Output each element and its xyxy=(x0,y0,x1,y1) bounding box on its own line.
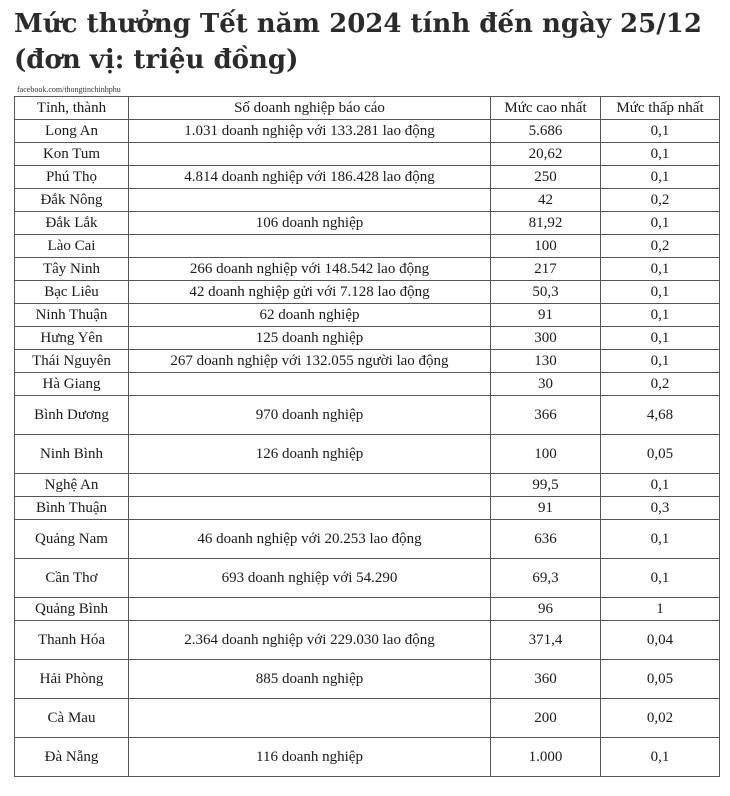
table-row xyxy=(15,497,720,520)
cell-min: 0,1 xyxy=(601,166,720,189)
cell-max: 100 xyxy=(491,435,601,474)
table-row xyxy=(15,598,720,621)
cell-enterprises: 2.364 doanh nghiệp với 229.030 lao động xyxy=(129,621,491,660)
cell-min: 0,1 xyxy=(601,212,720,235)
table-row xyxy=(15,474,720,497)
table-row xyxy=(15,660,720,699)
cell-enterprises xyxy=(129,189,491,212)
cell-min: 0,3 xyxy=(601,497,720,520)
cell-max: 81,92 xyxy=(491,212,601,235)
table-row xyxy=(15,235,720,258)
cell-min: 0,2 xyxy=(601,373,720,396)
cell-max: 300 xyxy=(491,327,601,350)
cell-province: Bình Thuận xyxy=(15,497,129,520)
table-row xyxy=(15,520,720,559)
table-row xyxy=(15,189,720,212)
cell-province: Tây Ninh xyxy=(15,258,129,281)
cell-enterprises xyxy=(129,235,491,258)
cell-max: 200 xyxy=(491,699,601,738)
cell-province: Nghệ An xyxy=(15,474,129,497)
header-min: Mức thấp nhất xyxy=(601,97,720,120)
cell-max: 250 xyxy=(491,166,601,189)
cell-min: 0,1 xyxy=(601,559,720,598)
header-province: Tỉnh, thành xyxy=(15,97,129,120)
table-row xyxy=(15,373,720,396)
cell-max: 5.686 xyxy=(491,120,601,143)
cell-enterprises xyxy=(129,143,491,166)
cell-province: Cần Thơ xyxy=(15,559,129,598)
cell-max: 100 xyxy=(491,235,601,258)
table-row xyxy=(15,166,720,189)
table-row xyxy=(15,327,720,350)
cell-enterprises xyxy=(129,373,491,396)
cell-max: 69,3 xyxy=(491,559,601,598)
cell-province: Quảng Nam xyxy=(15,520,129,559)
cell-enterprises: 46 doanh nghiệp với 20.253 lao động xyxy=(129,520,491,559)
cell-enterprises: 1.031 doanh nghiệp với 133.281 lao động xyxy=(129,120,491,143)
cell-max: 50,3 xyxy=(491,281,601,304)
cell-min: 0,02 xyxy=(601,699,720,738)
cell-enterprises xyxy=(129,598,491,621)
table-row xyxy=(15,559,720,598)
header-enterprises: Số doanh nghiệp báo cáo xyxy=(129,97,491,120)
cell-max: 91 xyxy=(491,304,601,327)
cell-province: Bạc Liêu xyxy=(15,281,129,304)
source-credit: facebook.com/thongtinchinhphu xyxy=(17,85,121,94)
cell-min: 0,05 xyxy=(601,660,720,699)
cell-enterprises xyxy=(129,699,491,738)
cell-enterprises: 106 doanh nghiệp xyxy=(129,212,491,235)
cell-min: 0,2 xyxy=(601,235,720,258)
cell-max: 42 xyxy=(491,189,601,212)
table-row xyxy=(15,396,720,435)
cell-min: 0,1 xyxy=(601,258,720,281)
cell-min: 0,04 xyxy=(601,621,720,660)
cell-max: 30 xyxy=(491,373,601,396)
cell-min: 0,1 xyxy=(601,281,720,304)
table-row xyxy=(15,120,720,143)
cell-province: Phú Thọ xyxy=(15,166,129,189)
cell-province: Ninh Bình xyxy=(15,435,129,474)
cell-min: 0,1 xyxy=(601,304,720,327)
table-row xyxy=(15,435,720,474)
cell-max: 360 xyxy=(491,660,601,699)
cell-province: Thái Nguyên xyxy=(15,350,129,373)
table-row xyxy=(15,699,720,738)
cell-enterprises: 116 doanh nghiệp xyxy=(129,738,491,777)
cell-min: 0,1 xyxy=(601,474,720,497)
table-row xyxy=(15,304,720,327)
cell-enterprises xyxy=(129,474,491,497)
cell-max: 217 xyxy=(491,258,601,281)
cell-enterprises: 970 doanh nghiệp xyxy=(129,396,491,435)
cell-min: 0,05 xyxy=(601,435,720,474)
table-row xyxy=(15,281,720,304)
cell-province: Hưng Yên xyxy=(15,327,129,350)
cell-province: Hà Giang xyxy=(15,373,129,396)
cell-max: 1.000 xyxy=(491,738,601,777)
table-header-row xyxy=(15,97,720,120)
cell-enterprises: 267 doanh nghiệp với 132.055 người lao động xyxy=(129,350,491,373)
table-row xyxy=(15,258,720,281)
cell-province: Cà Mau xyxy=(15,699,129,738)
cell-min: 0,1 xyxy=(601,143,720,166)
cell-max: 130 xyxy=(491,350,601,373)
table-row xyxy=(15,212,720,235)
cell-enterprises: 125 doanh nghiệp xyxy=(129,327,491,350)
cell-min: 4,68 xyxy=(601,396,720,435)
table-row xyxy=(15,143,720,166)
page-title: Mức thưởng Tết năm 2024 tính đến ngày 25/12 (đơn vị: triệu đồng) xyxy=(14,9,702,75)
cell-enterprises: 266 doanh nghiệp với 148.542 lao động xyxy=(129,258,491,281)
table-row xyxy=(15,738,720,777)
header-max: Mức cao nhất xyxy=(491,97,601,120)
cell-province: Đà Nẵng xyxy=(15,738,129,777)
cell-enterprises: 885 doanh nghiệp xyxy=(129,660,491,699)
cell-min: 0,1 xyxy=(601,327,720,350)
cell-enterprises: 62 doanh nghiệp xyxy=(129,304,491,327)
cell-enterprises: 693 doanh nghiệp với 54.290 xyxy=(129,559,491,598)
cell-province: Quảng Bình xyxy=(15,598,129,621)
cell-province: Bình Dương xyxy=(15,396,129,435)
cell-min: 0,1 xyxy=(601,738,720,777)
cell-max: 20,62 xyxy=(491,143,601,166)
cell-min: 0,2 xyxy=(601,189,720,212)
cell-province: Lào Cai xyxy=(15,235,129,258)
cell-province: Long An xyxy=(15,120,129,143)
cell-min: 0,1 xyxy=(601,350,720,373)
table-row xyxy=(15,621,720,660)
cell-max: 371,4 xyxy=(491,621,601,660)
cell-max: 99,5 xyxy=(491,474,601,497)
cell-province: Đắk Lắk xyxy=(15,212,129,235)
cell-enterprises: 126 doanh nghiệp xyxy=(129,435,491,474)
cell-max: 636 xyxy=(491,520,601,559)
cell-province: Thanh Hóa xyxy=(15,621,129,660)
cell-enterprises: 4.814 doanh nghiệp với 186.428 lao động xyxy=(129,166,491,189)
cell-province: Đắk Nông xyxy=(15,189,129,212)
table-row xyxy=(15,350,720,373)
cell-min: 1 xyxy=(601,598,720,621)
cell-max: 366 xyxy=(491,396,601,435)
cell-enterprises xyxy=(129,497,491,520)
cell-province: Hải Phòng xyxy=(15,660,129,699)
cell-province: Kon Tum xyxy=(15,143,129,166)
cell-province: Ninh Thuận xyxy=(15,304,129,327)
cell-max: 91 xyxy=(491,497,601,520)
cell-max: 96 xyxy=(491,598,601,621)
cell-min: 0,1 xyxy=(601,520,720,559)
cell-enterprises: 42 doanh nghiệp gửi với 7.128 lao động xyxy=(129,281,491,304)
cell-min: 0,1 xyxy=(601,120,720,143)
bonus-table xyxy=(14,96,720,777)
